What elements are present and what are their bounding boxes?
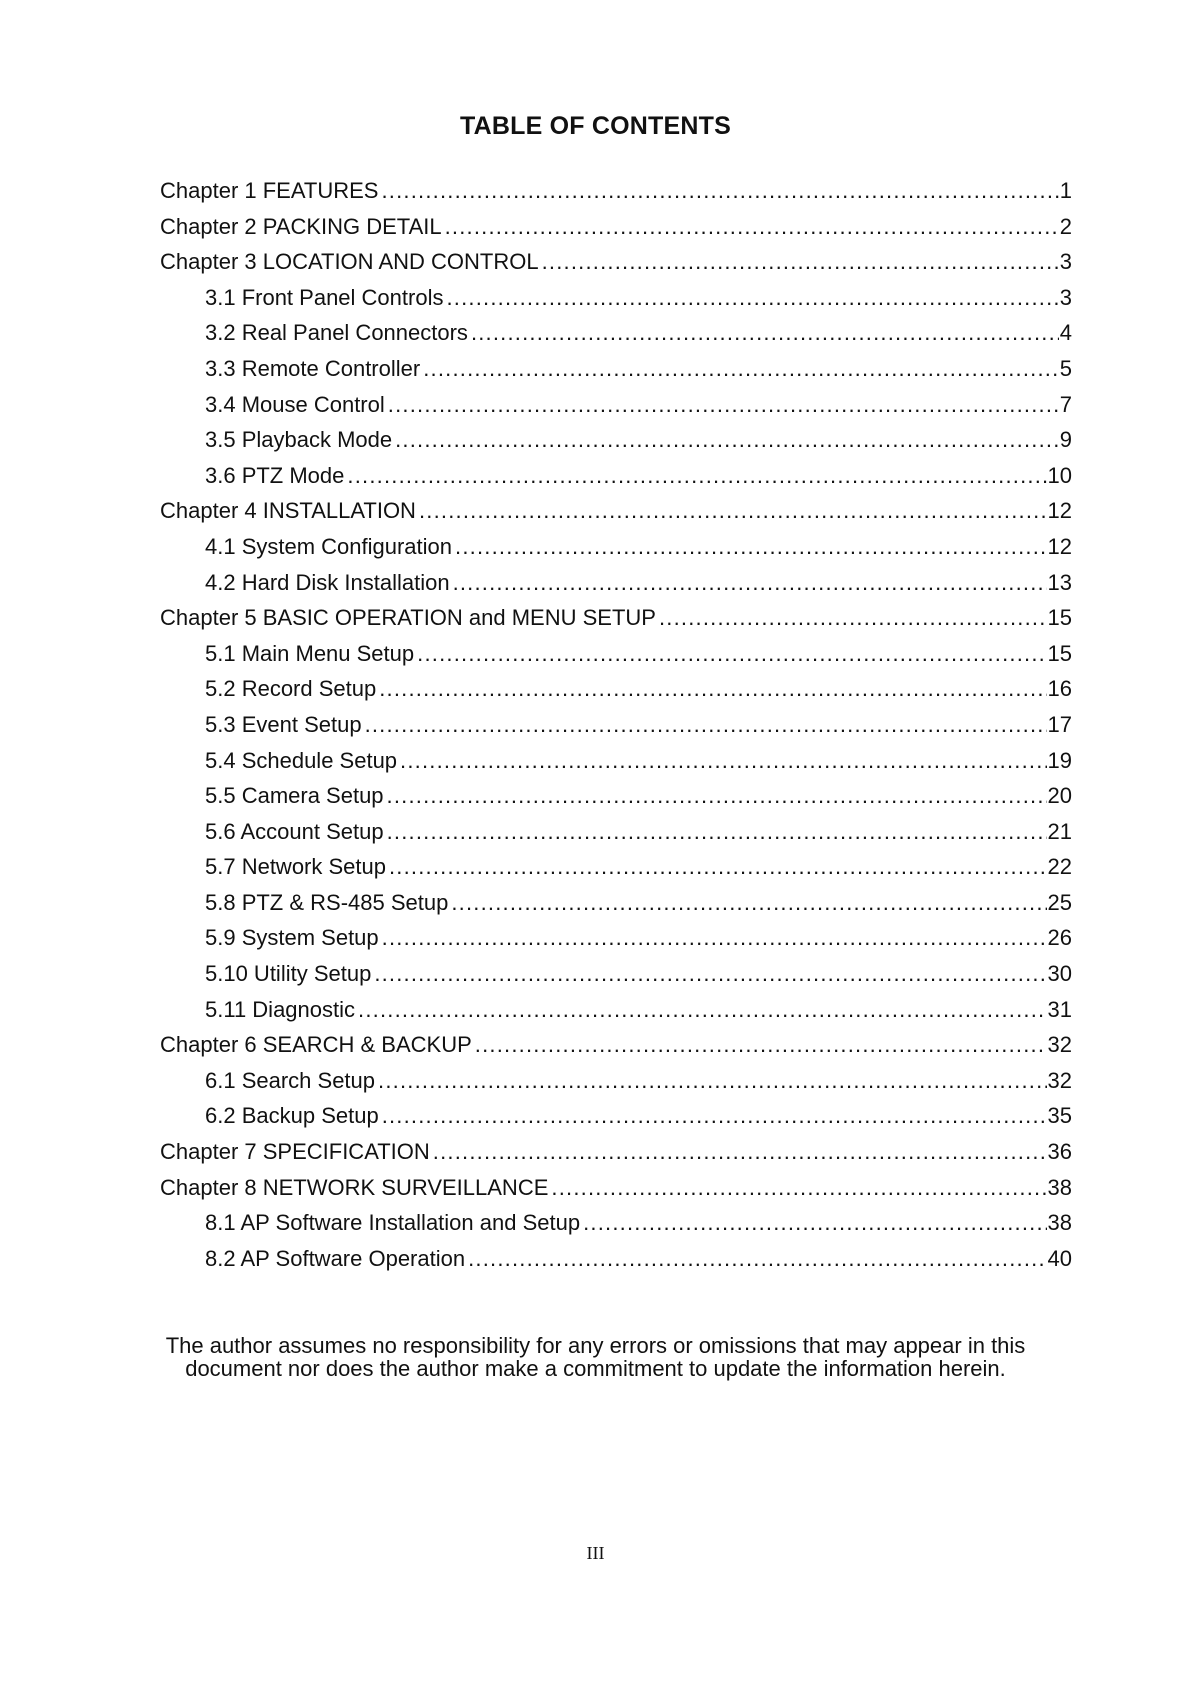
toc-entry-label: Chapter 2 PACKING DETAIL — [160, 213, 442, 239]
toc-entry-label: 6.2 Backup Setup — [205, 1103, 379, 1129]
toc-entry-page-number: 40 — [1047, 1245, 1072, 1271]
toc-entry-label: 6.1 Search Setup — [205, 1067, 376, 1093]
toc-section-entry[interactable] — [160, 1246, 1072, 1282]
toc-section-entry[interactable] — [160, 1210, 1072, 1246]
toc-entry-label: 3.3 Remote Controller — [205, 355, 421, 381]
toc-entry-label: 5.8 PTZ & RS-485 Setup — [205, 889, 449, 915]
toc-entry-label: 5.4 Schedule Setup — [205, 747, 398, 773]
toc-dot-leader — [382, 925, 1047, 951]
toc-dot-leader — [423, 356, 1059, 382]
toc-section-entry[interactable] — [160, 748, 1072, 784]
toc-dot-leader — [387, 783, 1047, 809]
toc-entry-page-number: 1 — [1059, 178, 1072, 203]
page-number: III — [586, 1543, 605, 1563]
toc-entry-label: 3.6 PTZ Mode — [205, 462, 345, 488]
toc-section-entry[interactable] — [160, 890, 1072, 926]
toc-entry-page-number: 3 — [1059, 284, 1072, 310]
toc-dot-leader — [468, 1246, 1046, 1272]
table-of-contents — [160, 178, 1072, 1281]
toc-section-entry[interactable] — [160, 570, 1072, 606]
toc-dot-leader — [379, 676, 1046, 702]
toc-entry-label: 4.2 Hard Disk Installation — [205, 569, 450, 595]
toc-entry-label: Chapter 7 SPECIFICATION — [160, 1139, 430, 1165]
toc-dot-leader — [388, 392, 1059, 418]
disclaimer — [120, 1334, 1071, 1380]
disclaimer-line-1: The author assumes no responsibility for any errors or omissions that may appear in this — [165, 1333, 1026, 1358]
toc-entry-page-number: 12 — [1047, 533, 1072, 559]
toc-dot-leader — [446, 285, 1058, 311]
toc-entry-label: Chapter 6 SEARCH & BACKUP — [160, 1032, 472, 1058]
toc-entry-page-number: 38 — [1047, 1174, 1072, 1200]
toc-entry-page-number: 16 — [1047, 676, 1072, 702]
toc-section-entry[interactable] — [160, 392, 1072, 428]
toc-section-entry[interactable] — [160, 997, 1072, 1033]
toc-dot-leader — [551, 1175, 1046, 1201]
toc-chapter-entry[interactable] — [160, 605, 1072, 641]
toc-section-entry[interactable] — [160, 427, 1072, 463]
toc-entry-label: 8.2 AP Software Operation — [205, 1245, 466, 1271]
toc-dot-leader — [358, 997, 1047, 1023]
toc-entry-page-number: 10 — [1047, 462, 1072, 488]
toc-dot-leader — [455, 534, 1046, 560]
toc-entry-label: 5.1 Main Menu Setup — [205, 640, 415, 666]
toc-chapter-entry[interactable] — [160, 214, 1072, 250]
toc-dot-leader — [445, 214, 1059, 240]
toc-dot-leader — [365, 712, 1047, 738]
toc-section-entry[interactable] — [160, 676, 1072, 712]
toc-entry-page-number: 4 — [1059, 320, 1072, 346]
toc-dot-leader — [471, 320, 1059, 346]
toc-dot-leader — [542, 249, 1059, 275]
toc-entry-label: 4.1 System Configuration — [205, 533, 453, 559]
page-title: TABLE OF CONTENTS — [460, 112, 731, 140]
toc-entry-page-number: 5 — [1059, 355, 1072, 381]
toc-section-entry[interactable] — [160, 819, 1072, 855]
toc-dot-leader — [374, 961, 1046, 987]
toc-entry-page-number: 19 — [1047, 747, 1072, 773]
toc-dot-leader — [451, 890, 1046, 916]
toc-entry-page-number: 12 — [1047, 498, 1072, 524]
toc-entry-label: 5.6 Account Setup — [205, 818, 384, 844]
toc-dot-leader — [400, 748, 1046, 774]
toc-entry-page-number: 20 — [1047, 783, 1072, 809]
toc-section-entry[interactable] — [160, 961, 1072, 997]
toc-entry-label: 3.1 Front Panel Controls — [205, 284, 444, 310]
toc-entry-page-number: 13 — [1047, 569, 1072, 595]
toc-section-entry[interactable] — [160, 854, 1072, 890]
toc-dot-leader — [389, 854, 1047, 880]
toc-chapter-entry[interactable] — [160, 1139, 1072, 1175]
toc-dot-leader — [419, 498, 1047, 524]
toc-dot-leader — [659, 605, 1047, 631]
toc-entry-label: Chapter 8 NETWORK SURVEILLANCE — [160, 1174, 549, 1200]
toc-section-entry[interactable] — [160, 641, 1072, 677]
disclaimer-line-2: document nor does the author make a commitment to update the information herein. — [185, 1356, 1006, 1381]
toc-entry-page-number: 3 — [1059, 249, 1072, 275]
toc-entry-page-number: 15 — [1047, 640, 1072, 666]
toc-entry-label: 5.9 System Setup — [205, 925, 379, 951]
toc-entry-page-number: 9 — [1059, 427, 1072, 453]
toc-entry-label: Chapter 1 FEATURES — [160, 178, 379, 203]
toc-section-entry[interactable] — [160, 463, 1072, 499]
toc-section-entry[interactable] — [160, 356, 1072, 392]
toc-section-entry[interactable] — [160, 1068, 1072, 1104]
toc-entry-page-number: 32 — [1047, 1067, 1072, 1093]
toc-dot-leader — [347, 463, 1046, 489]
toc-entry-page-number: 31 — [1047, 996, 1072, 1022]
toc-entry-label: 3.2 Real Panel Connectors — [205, 320, 468, 346]
toc-section-entry[interactable] — [160, 925, 1072, 961]
toc-entry-page-number: 32 — [1047, 1032, 1072, 1058]
toc-entry-page-number: 26 — [1047, 925, 1072, 951]
toc-chapter-entry[interactable] — [160, 1175, 1072, 1211]
toc-entry-page-number: 7 — [1059, 391, 1072, 417]
toc-dot-leader — [378, 1068, 1047, 1094]
toc-entry-label: Chapter 5 BASIC OPERATION and MENU SETUP — [160, 605, 656, 631]
toc-entry-page-number: 35 — [1047, 1103, 1072, 1129]
toc-entry-page-number: 38 — [1047, 1210, 1072, 1236]
toc-section-entry[interactable] — [160, 320, 1072, 356]
toc-entry-page-number: 22 — [1047, 854, 1072, 880]
toc-entry-label: 3.4 Mouse Control — [205, 391, 385, 417]
toc-entry-label: 5.10 Utility Setup — [205, 961, 372, 987]
toc-entry-page-number: 15 — [1047, 605, 1072, 631]
toc-entry-label: 5.5 Camera Setup — [205, 783, 384, 809]
toc-entry-label: 5.2 Record Setup — [205, 676, 377, 702]
toc-entry-page-number: 21 — [1047, 818, 1072, 844]
toc-entry-page-number: 30 — [1047, 961, 1072, 987]
toc-dot-leader — [381, 178, 1058, 204]
toc-section-entry[interactable] — [160, 1103, 1072, 1139]
toc-dot-leader — [453, 570, 1047, 596]
toc-entry-page-number: 2 — [1059, 213, 1072, 239]
toc-entry-label: 5.3 Event Setup — [205, 711, 362, 737]
toc-entry-label: Chapter 4 INSTALLATION — [160, 498, 416, 524]
toc-entry-label: 3.5 Playback Mode — [205, 427, 393, 453]
toc-section-entry[interactable] — [160, 534, 1072, 570]
toc-section-entry[interactable] — [160, 783, 1072, 819]
toc-section-entry[interactable] — [160, 712, 1072, 748]
toc-entry-page-number: 25 — [1047, 889, 1072, 915]
toc-dot-leader — [475, 1032, 1047, 1058]
toc-dot-leader — [395, 427, 1059, 453]
toc-entry-page-number: 36 — [1047, 1139, 1072, 1165]
toc-entry-label: Chapter 3 LOCATION AND CONTROL — [160, 249, 539, 275]
toc-dot-leader — [583, 1210, 1046, 1236]
toc-entry-label: 8.1 AP Software Installation and Setup — [205, 1210, 581, 1236]
toc-dot-leader — [387, 819, 1047, 845]
toc-chapter-entry[interactable] — [160, 498, 1072, 534]
toc-entry-label: 5.7 Network Setup — [205, 854, 386, 880]
toc-chapter-entry[interactable] — [160, 1032, 1072, 1068]
toc-entry-label: 5.11 Diagnostic — [205, 996, 356, 1022]
toc-dot-leader — [433, 1139, 1047, 1165]
toc-section-entry[interactable] — [160, 285, 1072, 321]
toc-dot-leader — [417, 641, 1046, 667]
toc-dot-leader — [382, 1103, 1047, 1129]
toc-chapter-entry[interactable] — [160, 178, 1072, 214]
toc-entry-page-number: 17 — [1047, 711, 1072, 737]
toc-chapter-entry[interactable] — [160, 249, 1072, 285]
